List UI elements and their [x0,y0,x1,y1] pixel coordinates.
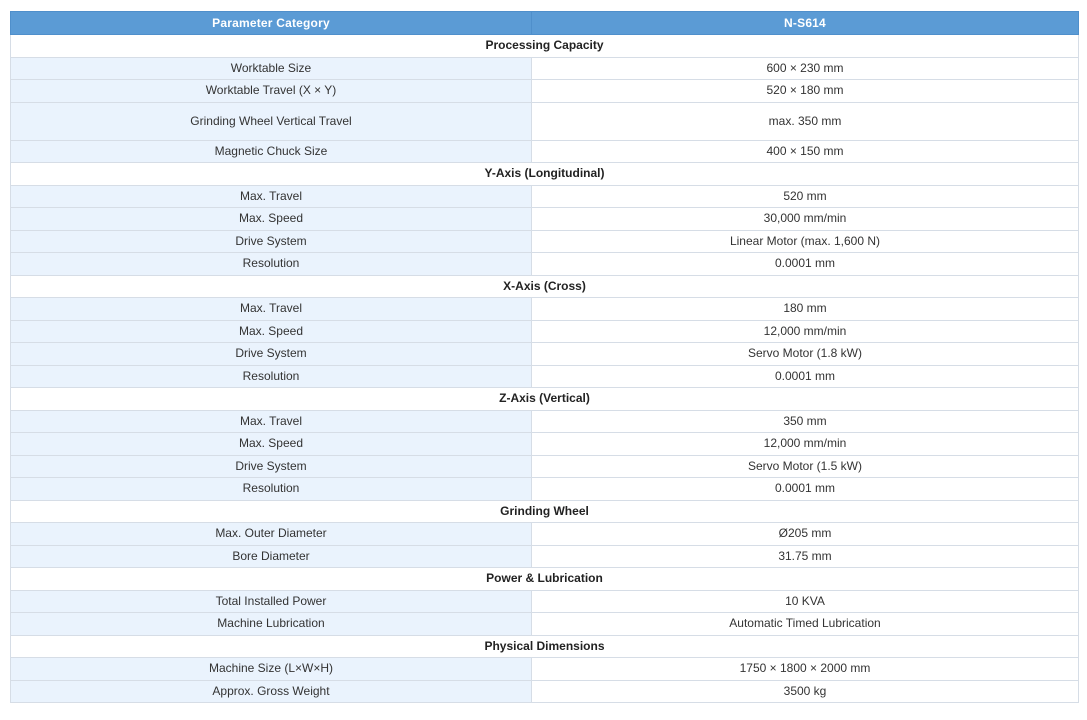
parameter-value: 1750 × 1800 × 2000 mm [532,658,1079,681]
section-header-row [11,275,1079,298]
parameter-value: 12,000 mm/min [532,320,1079,343]
parameter-label: Max. Speed [11,208,532,231]
parameter-label: Resolution [11,253,532,276]
table-row [11,658,1079,681]
table-row [11,57,1079,80]
table-row [11,365,1079,388]
section-title: Physical Dimensions [11,635,1079,658]
parameter-label: Worktable Size [11,57,532,80]
section-header-row [11,35,1079,58]
parameter-label: Max. Speed [11,320,532,343]
table-row [11,478,1079,501]
parameter-value: 12,000 mm/min [532,433,1079,456]
table-row [11,298,1079,321]
header-parameter-category: Parameter Category [11,12,532,35]
parameter-value: Automatic Timed Lubrication [532,613,1079,636]
table-row [11,208,1079,231]
table-row [11,140,1079,163]
parameter-label: Machine Size (L×W×H) [11,658,532,681]
parameter-value: 30,000 mm/min [532,208,1079,231]
parameter-value: Servo Motor (1.5 kW) [532,455,1079,478]
table-row [11,545,1079,568]
table-row [11,102,1079,140]
table-row [11,230,1079,253]
parameter-value: Ø205 mm [532,523,1079,546]
table-row [11,343,1079,366]
parameter-value: Linear Motor (max. 1,600 N) [532,230,1079,253]
parameter-label: Max. Travel [11,185,532,208]
table-row [11,80,1079,103]
parameter-value: 3500 kg [532,680,1079,703]
parameter-label: Approx. Gross Weight [11,680,532,703]
parameter-label: Worktable Travel (X × Y) [11,80,532,103]
section-title: Processing Capacity [11,35,1079,58]
parameter-label: Bore Diameter [11,545,532,568]
section-title: Power & Lubrication [11,568,1079,591]
parameter-value: 0.0001 mm [532,253,1079,276]
table-row [11,613,1079,636]
parameter-label: Max. Speed [11,433,532,456]
table-row [11,590,1079,613]
parameter-value: 400 × 150 mm [532,140,1079,163]
section-header-row [11,635,1079,658]
parameter-label: Max. Travel [11,298,532,321]
table-row [11,680,1079,703]
parameter-label: Magnetic Chuck Size [11,140,532,163]
parameter-label: Drive System [11,455,532,478]
parameter-value: 350 mm [532,410,1079,433]
table-row [11,433,1079,456]
parameter-label: Resolution [11,478,532,501]
section-title: Y-Axis (Longitudinal) [11,163,1079,186]
spec-table-container [10,11,1078,703]
table-row [11,455,1079,478]
parameter-value: 600 × 230 mm [532,57,1079,80]
parameter-value: 10 KVA [532,590,1079,613]
parameter-label: Drive System [11,343,532,366]
table-row [11,523,1079,546]
parameter-value: max. 350 mm [532,102,1079,140]
parameter-value: Servo Motor (1.8 kW) [532,343,1079,366]
table-row [11,185,1079,208]
parameter-value: 0.0001 mm [532,478,1079,501]
header-row [11,12,1079,35]
table-header [11,12,1079,35]
parameter-label: Machine Lubrication [11,613,532,636]
section-title: Z-Axis (Vertical) [11,388,1079,411]
parameter-label: Max. Outer Diameter [11,523,532,546]
section-title: X-Axis (Cross) [11,275,1079,298]
parameter-label: Resolution [11,365,532,388]
parameter-value: 520 mm [532,185,1079,208]
section-header-row [11,388,1079,411]
parameter-label: Drive System [11,230,532,253]
parameter-value: 0.0001 mm [532,365,1079,388]
header-model: N-S614 [532,12,1079,35]
parameter-value: 31.75 mm [532,545,1079,568]
table-row [11,253,1079,276]
section-header-row [11,500,1079,523]
parameter-label: Max. Travel [11,410,532,433]
table-row [11,410,1079,433]
section-header-row [11,568,1079,591]
table-row [11,320,1079,343]
section-header-row [11,163,1079,186]
spec-table [10,11,1079,703]
parameter-label: Grinding Wheel Vertical Travel [11,102,532,140]
parameter-value: 180 mm [532,298,1079,321]
section-title: Grinding Wheel [11,500,1079,523]
parameter-value: 520 × 180 mm [532,80,1079,103]
parameter-label: Total Installed Power [11,590,532,613]
table-body [11,35,1079,703]
